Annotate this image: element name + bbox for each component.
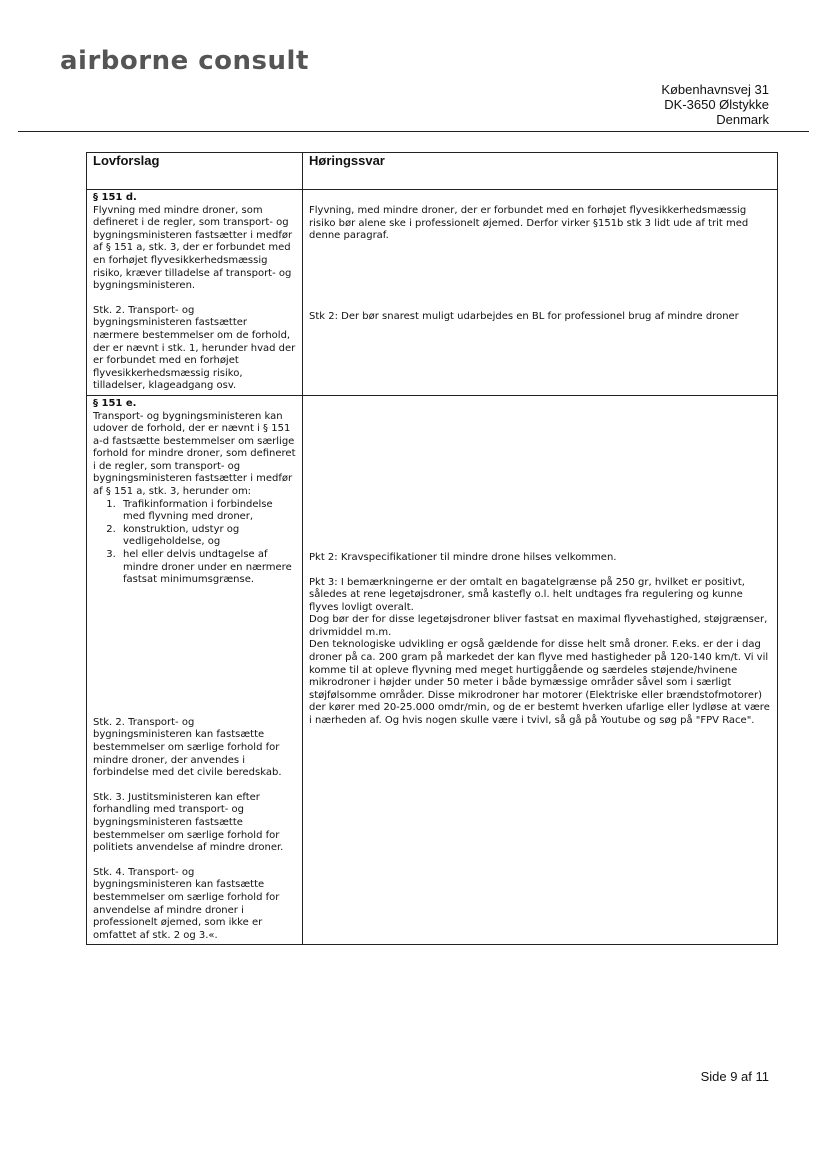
proposal-paragraph: Stk. 4. Transport- og bygningsministeren kan fastsætte bestemmelser om særlige forhold for anvendelse af mindre droner i professionelt øjemed, som ikke er omfattet af stk. 2 og 3.«.: [93, 866, 280, 941]
response-cell: [303, 395, 778, 944]
proposal-list: [93, 499, 296, 587]
address-line: Denmark: [716, 112, 769, 127]
proposal-paragraph: Transport- og bygningsministeren kan udover de forhold, der er nævnt i § 151 a-d fastsætte bestemmelser om særlige forhold for mindre droner, som defineret i de regler, som transport- og bygningsministeren fastsætter i medfør af § 151 a, stk. 3, herunder om:: [93, 410, 296, 498]
company-logo: airborne consult: [60, 46, 309, 76]
proposal-paragraph: Flyvning med mindre droner, som defineret i de regler, som transport- og bygningsministeren fastsætter i medfør af § 151 a, stk. 3, der er forbundet med en forhøjet flyvesikkerhedsmæssig risiko, kræver tilladelse af transport- og bygningsministeren.: [93, 204, 293, 292]
section-heading: § 151 d.: [93, 192, 137, 203]
proposal-paragraph: Stk. 2. Transport- og bygningsministeren fastsætter nærmere bestemmelser om de forhold, der er nævnt i stk. 1, herunder hvad der er forbundet med en forhøjet flyvesikkerhedsmæssig risiko, tilladelser, klageadgang osv.: [93, 304, 296, 392]
proposal-cell: [87, 395, 303, 944]
list-item: 2. konstruktion, udstyr og vedligeholdelse, og: [119, 524, 296, 549]
column-header-lovforslag: Lovforslag: [87, 153, 303, 190]
header-divider: [18, 131, 809, 132]
response-cell: [303, 190, 778, 396]
proposal-paragraph: Stk. 3. Justitsministeren kan efter forhandling med transport- og bygningsministeren fastsætte bestemmelser om særlige forhold for politiets anvendelse af mindre droner.: [93, 791, 284, 854]
response-paragraph: Pkt 3: I bemærkningerne er der omtalt en bagatelgrænse på 250 gr, hvilket er positivt, således at rene legetøjsdroner, små kastefly o.l. helt undtages fra regulering og kunne flyves lovligt overalt.: [309, 576, 745, 613]
list-item: 1. Trafikinformation i forbindelse med flyvning med droner,: [119, 499, 296, 524]
proposal-paragraph: Stk. 2. Transport- og bygningsministeren kan fastsætte bestemmelser om særlige forhold for mindre droner, der anvendes i forbindelse med det civile beredskab.: [93, 716, 282, 779]
company-address: [661, 82, 769, 127]
page-number: Side 9 af 11: [700, 1069, 769, 1084]
response-paragraph: Dog bør der for disse legetøjsdroner bliver fastsat en maximal flyvehastighed, støjgrænser, drivmiddel m.m.: [309, 614, 768, 638]
response-paragraph: Stk 2: Der bør snarest muligt udarbejdes en BL for professionel brug af mindre droner: [309, 310, 739, 322]
address-line: DK-3650 Ølstykke: [664, 97, 769, 112]
table-header-row: [87, 153, 778, 190]
response-paragraph: Flyvning, med mindre droner, der er forbundet med en forhøjet flyvesikkerhedsmæssig risiko bør alene ske i professionelt øjemed. Derfor virker §151b stk 3 lidt ude af trit med denne paragraf.: [309, 205, 749, 242]
response-paragraph: Pkt 2: Kravspecifikationer til mindre drone hilses velkommen.: [309, 551, 617, 563]
column-header-horingssvar: Høringssvar: [303, 153, 778, 190]
address-line: Københavnsvej 31: [661, 82, 769, 97]
response-paragraph: Den teknologiske udvikling er også gældende for disse helt små droner. F.eks. er der i dag droner på ca. 200 gram på markedet der kan flyve med hastigheder på 120-140 km/t. Vi vil komme til at opleve flyvning med meget hurtiggående og særdeles støjende/hvinene mikrodroner i højder under 50 meter i både bymæssige områder såvel som i særligt støjfølsomme områder. Disse mikrodroner har motorer (Elektriske eller brændstofmotorer) der kører med 20-25.000 omdr/min, og de er bestemt hverken ufarlige eller lydløse at være i nærheden af. Og hvis nogen skulle være i tvivl, så gå på Youtube og søg på "FPV Race".: [309, 639, 770, 727]
table-row: [87, 190, 778, 396]
proposal-cell: [87, 190, 303, 396]
section-heading: § 151 e.: [93, 397, 137, 409]
list-item: 3. hel eller delvis undtagelse af mindre droner under en nærmere fastsat minimumsgrænse.: [119, 549, 296, 587]
hearing-table: [86, 152, 778, 945]
table-row: [87, 395, 778, 944]
